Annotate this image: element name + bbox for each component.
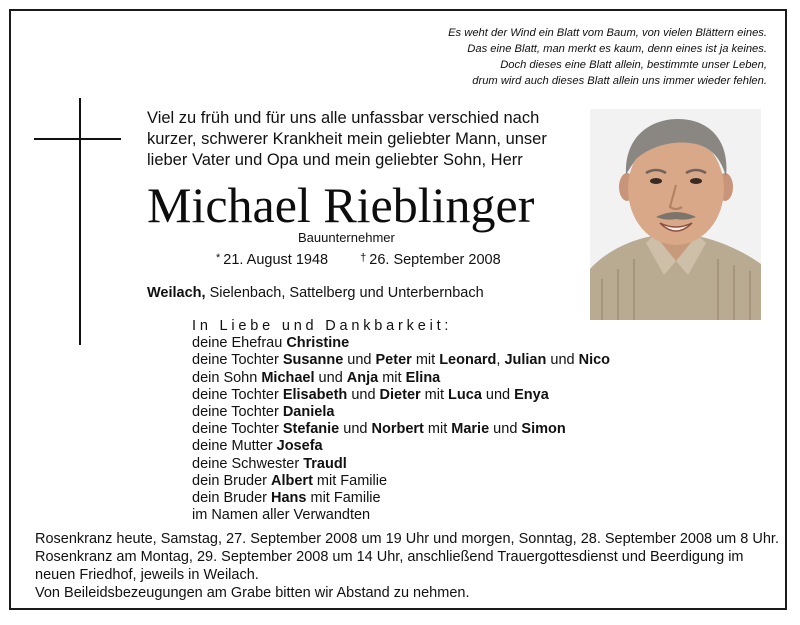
- family-member-name: Elisabeth: [282, 386, 348, 403]
- family-relation-text: mit: [420, 386, 449, 403]
- family-member-name: Stefanie: [282, 421, 340, 438]
- family-relation-text: mit Familie: [306, 490, 381, 507]
- life-dates: [216, 252, 501, 268]
- place-others: Sielenbach, Sattelberg und Unterbernbach: [205, 285, 484, 301]
- poem-line: Das eine Blatt, man merkt es kaum, denn eines ist ja keines.: [467, 43, 767, 55]
- places: [147, 285, 484, 301]
- place-main: Weilach,: [147, 285, 206, 301]
- intro-text: Viel zu früh und für uns alle unfassbar verschied nach kurzer, schwerer Krankheit mein geliebter Mann, unser lieber Vater und Opa und mein geliebter Sohn, Herr: [147, 109, 547, 169]
- family-relation-text: deine Tochter: [192, 421, 283, 438]
- birth-date: 21. August 1948: [223, 252, 329, 268]
- death-symbol: †: [360, 252, 367, 264]
- family-member-name: Leonard: [439, 352, 497, 369]
- family-member-name: Elina: [405, 369, 441, 386]
- family-relation-text: ,: [496, 352, 505, 369]
- family-relation-text: deine Tochter: [192, 386, 283, 403]
- family-member-name: Simon: [521, 421, 566, 438]
- footer-line: Von Beileidsbezeugungen am Grabe bitten wir Abstand zu nehmen.: [35, 585, 470, 601]
- family-member-line: [192, 404, 610, 421]
- family-relation-text: deine Tochter: [192, 352, 283, 369]
- family-relation-text: dein Sohn: [192, 369, 262, 386]
- family-member-line: [192, 456, 610, 473]
- birth-date-group: [216, 252, 328, 268]
- family-member-name: Hans: [271, 490, 307, 507]
- family-member-name: Albert: [271, 472, 313, 489]
- funeral-information: [35, 530, 780, 602]
- family-relation-text: und: [489, 421, 522, 438]
- footer-line: Rosenkranz am Montag, 29. September 2008 um 14 Uhr, anschließend Trauergottesdienst und Beerdigung im neuen Friedhof, jeweils in Weilach.: [35, 549, 744, 583]
- family-member-name: Josefa: [276, 438, 323, 455]
- family-heading: In Liebe und Dankbarkeit:: [192, 318, 453, 334]
- family-relation-text: deine Ehefrau: [192, 335, 287, 352]
- family-member-line: [192, 352, 610, 369]
- family-relation-text: mit: [423, 421, 452, 438]
- poem: [448, 25, 767, 89]
- death-date-group: [360, 252, 501, 268]
- family-relation-text: und: [339, 421, 372, 438]
- family-member-line: [192, 387, 610, 404]
- poem-line: Es weht der Wind ein Blatt vom Baum, von vielen Blättern eines.: [448, 27, 767, 39]
- family-member-name: Anja: [346, 369, 379, 386]
- family-member-line: [192, 473, 610, 490]
- family-member-name: Enya: [514, 386, 549, 403]
- family-relation-text: und: [314, 369, 347, 386]
- family-relation-text: dein Bruder: [192, 472, 271, 489]
- family-member-line: [192, 438, 610, 455]
- family-member-name: Christine: [286, 335, 350, 352]
- family-member-name: Luca: [448, 386, 482, 403]
- family-member-line: [192, 507, 610, 524]
- family-relation-text: und: [481, 386, 515, 403]
- poem-line: drum wird auch dieses Blatt allein uns immer wieder fehlen.: [472, 75, 767, 87]
- family-member-name: Norbert: [371, 421, 424, 438]
- poem-line: Doch dieses eine Blatt allein, bestimmte unser Leben,: [500, 59, 767, 71]
- family-relation-text: mit: [411, 352, 440, 369]
- family-list: [192, 318, 610, 524]
- family-relation-text: und: [343, 352, 376, 369]
- family-member-name: Marie: [451, 421, 490, 438]
- family-member-name: Michael: [261, 369, 315, 386]
- family-member-line: [192, 421, 610, 438]
- family-member-line: [192, 370, 610, 387]
- family-member-name: Peter: [375, 352, 412, 369]
- family-member-line: [192, 490, 610, 507]
- family-relation-text: dein Bruder: [192, 490, 271, 507]
- footer-line: Rosenkranz heute, Samstag, 27. September 2008 um 19 Uhr und morgen, Sonntag, 28. September 2008 um 8 Uhr.: [35, 531, 779, 547]
- family-member-name: Daniela: [282, 404, 335, 421]
- family-relation-text: deine Tochter: [192, 404, 283, 421]
- family-member-name: Dieter: [379, 386, 421, 403]
- family-relation-text: im Namen aller Verwandten: [192, 507, 371, 524]
- family-member-name: Traudl: [303, 455, 347, 472]
- family-relation-text: und: [347, 386, 380, 403]
- family-relation-text: deine Schwester: [192, 455, 304, 472]
- family-member-name: Julian: [504, 352, 547, 369]
- family-relation-text: mit Familie: [312, 472, 388, 489]
- family-relation-text: deine Mutter: [192, 438, 277, 455]
- portrait-photo: [590, 109, 761, 320]
- family-member-name: Nico: [578, 352, 611, 369]
- deceased-name: Michael Rieblinger: [147, 177, 535, 233]
- birth-symbol: *: [216, 252, 221, 264]
- obituary-notice: [9, 9, 787, 610]
- profession: Bauunternehmer: [298, 230, 395, 245]
- family-member-line: [192, 335, 610, 352]
- death-date: 26. September 2008: [369, 252, 501, 268]
- family-relation-text: mit: [378, 369, 406, 386]
- family-member-name: Susanne: [282, 352, 344, 369]
- family-relation-text: und: [546, 352, 579, 369]
